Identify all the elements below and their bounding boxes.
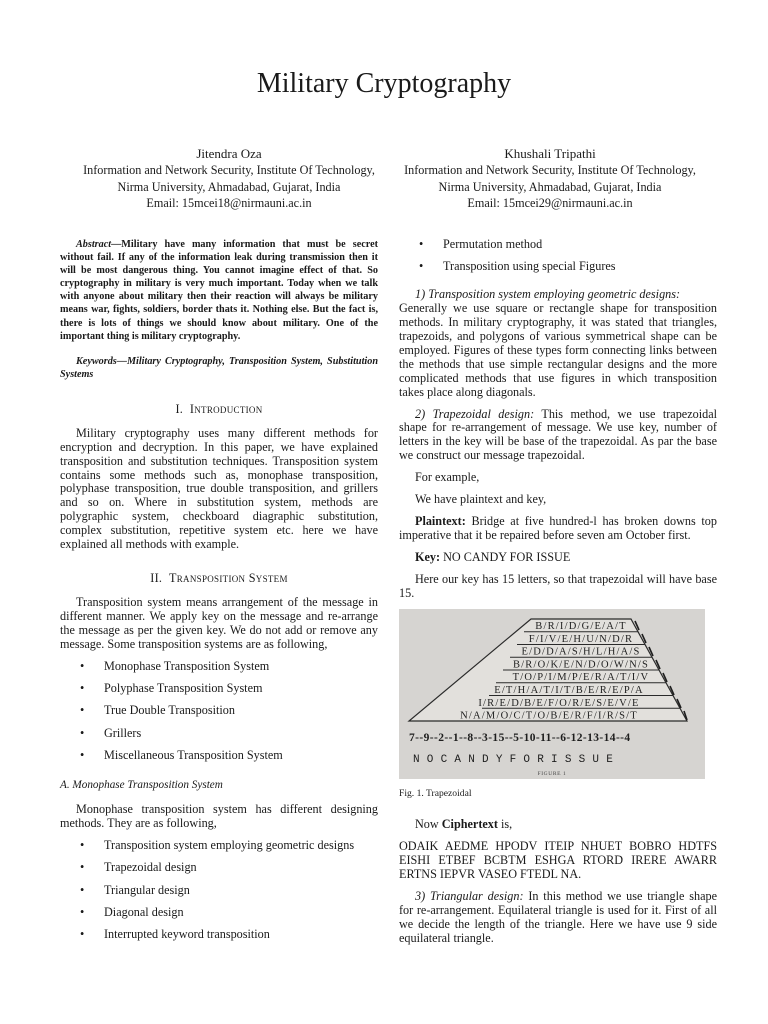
list-item-text: Permutation method: [443, 237, 543, 251]
list-item: • Triangular design: [80, 882, 190, 897]
ciphertext-intro-suffix: is,: [497, 817, 513, 832]
abstract-text: —Military have many information that must be secret without fail. If any of the information leak during transmission then it will be most dangerous thing. You cannot imagine effect of that. So cryptography in military is very much important. Today when we talk with anyone about military then their reaction will always be military means war, fights, soldiers, border thats it. Nothing else. But the fact is, there is lots of things we should know about military. One of the important thing is military cryptography.: [60, 239, 378, 342]
author-affiliation: Nirma University, Ahmadabad, Gujarat, India: [117, 179, 341, 194]
ciphertext-intro: [399, 818, 717, 832]
ciphertext-value: ODAIK AEDME HPODV ITEIP NHUET BOBRO HDTFS EISHI ETBEF BCBTM ESHGA RTORD IRERE AWARR ERTNS IEPVR VASEO FTEDL NA.: [399, 839, 717, 882]
abstract: [60, 238, 378, 343]
list-item-text: Grillers: [104, 725, 142, 740]
triangular-paragraph: [399, 890, 717, 946]
list-item: • Diagonal design: [80, 905, 184, 919]
trapezoid-row-1: B/R/I/D/G/E/A/T: [535, 620, 627, 632]
monophase-paragraph: Monophase transposition system has different designing methods. They are as following,: [60, 801, 378, 830]
list-item-text: Transposition system employing geometric designs: [104, 837, 355, 852]
geometric-heading: 1) Transposition system employing geometric designs:: [415, 287, 681, 302]
list-item: • Monophase Transposition System: [80, 658, 270, 673]
list-item: • Grillers: [80, 725, 142, 740]
list-item-text: Polyphase Transposition System: [104, 680, 263, 695]
section-title: Transposition System: [169, 571, 288, 585]
monophase-list: [60, 839, 378, 943]
author-affiliation: Nirma University, Ahmadabad, Gujarat, India: [438, 179, 662, 194]
keywords-lead: Keywords: [76, 355, 117, 367]
ciphertext-label: Ciphertext: [441, 817, 498, 832]
trapezoidal-paragraph: [399, 408, 717, 464]
we-have-text: We have plaintext and key,: [415, 492, 547, 507]
list-item-text: True Double Transposition: [104, 703, 235, 718]
author-affiliation: Information and Network Security, Institute Of Technology,: [404, 163, 696, 178]
list-item-text: Diagonal design: [104, 905, 184, 919]
right-column: [399, 238, 717, 954]
list-item-text: Triangular design: [104, 882, 190, 897]
author-block-2: [392, 146, 708, 212]
subsection-heading-monophase: A. Monophase Transposition System: [60, 779, 223, 792]
keywords: [60, 355, 378, 381]
list-item: • Polyphase Transposition System: [80, 680, 263, 695]
trapezoid-row-5: T/O/P/I/M/P/E/R/A/T/I/V: [512, 671, 650, 683]
figure-caption: Fig. 1. Trapezoidal: [399, 787, 472, 799]
trapezoid-row-7: I/R/E/D/B/E/F/O/R/E/S/E/V/E: [478, 697, 640, 709]
author-name: Jitendra Oza: [196, 146, 262, 161]
section-number: I.: [175, 401, 184, 416]
list-item: • Permutation method: [419, 237, 543, 251]
list-item-text: Monophase Transposition System: [104, 658, 270, 673]
list-item-text: Interrupted keyword transposition: [104, 927, 270, 942]
keywords-text: —Military Cryptography, Transposition System, Substitution Systems: [60, 355, 378, 380]
trapezoidal-text: This method, we use trapezoidal shape for re-arrangement of message. We use key, number of letters in the key will be base of the trapezoidal. As par the base we construct our message trapezoidal.: [399, 406, 717, 463]
special-methods-list: [399, 238, 717, 274]
key-order-numbers: 7--9--2--1--8--3-15--5-10-11--6-12-13-14--4: [409, 731, 631, 744]
triangular-heading: 3) Triangular design:: [415, 889, 524, 904]
trapezoid-row-2: F/I/V/E/H/U/N/D/R: [528, 633, 634, 645]
author-block-1: [70, 146, 388, 212]
trapezoid-diagram: [399, 609, 705, 779]
plaintext-value: Bridge at five hundred-l has broken downs top imperative that it be repaired before seven am October first.: [399, 514, 717, 542]
trapezoidal-figure: [399, 609, 705, 779]
trapezoid-row-3: E/D/D/A/S/H/L/H/A/S: [521, 646, 641, 658]
left-column: [60, 238, 378, 952]
trapezoid-row-4: B/R/O/K/E/N/D/O/W/N/S: [512, 658, 650, 670]
key-label: Key:: [415, 549, 441, 564]
list-item: • Miscellaneous Transposition System: [80, 748, 283, 763]
author-name: Khushali Tripathi: [504, 146, 596, 161]
section-number: II.: [150, 571, 163, 585]
key-paragraph: [399, 551, 717, 565]
section-title: Introduction: [189, 401, 263, 416]
section-heading-introduction: [60, 403, 378, 417]
ciphertext-intro-prefix: Now: [415, 817, 442, 832]
transposition-paragraph: Transposition system means arrangement of the message in different manner. We apply key on the message and re-arrange the message as per the given key. We do not add or remove any message. Some transposition systems are as following,: [60, 594, 378, 651]
list-item: • True Double Transposition: [80, 703, 235, 718]
plaintext-paragraph: [399, 515, 717, 543]
list-item-text: Miscellaneous Transposition System: [104, 748, 283, 763]
trapezoidal-heading: 2) Trapezoidal design:: [415, 406, 535, 421]
introduction-paragraph: Military cryptography uses many different methods for encryption and decryption. In this paper, we have explained transposition and substitution techniques. Transposition system contains some methods such as, monophase transposition, polyphase transposition, true double transposition, and grillers and so on. Where in substitution system, methods are polygraphic system, checkboard diagraphic substitution, complex substitution, repetitive system etc. here we have explained all methods with example.: [60, 425, 378, 552]
key-value: NO CANDY FOR ISSUE: [440, 549, 571, 564]
list-item-text: Trapezoidal design: [104, 860, 197, 875]
list-item: • Interrupted keyword transposition: [80, 927, 270, 942]
triangular-text: In this method we use triangle shape for re-arrangement. Equilateral triangle is used for it. First of all we decide the length of the triangle. Here we have use 9 side equilateral triangle.: [399, 889, 717, 945]
section-heading-transposition: [60, 572, 378, 586]
plaintext-label: Plaintext:: [415, 514, 466, 528]
author-email: Email: 15mcei18@nirmauni.ac.in: [146, 196, 312, 211]
list-item: • Transposition system employing geometric designs: [80, 837, 355, 852]
transposition-list: [60, 660, 378, 764]
trapezoid-row-8: N/A/M/O/C/T/O/B/E/R/F/I/R/S/T: [460, 710, 638, 722]
abstract-lead: Abstract: [76, 239, 112, 250]
author-email: Email: 15mcei29@nirmauni.ac.in: [467, 196, 633, 211]
list-item-text: Transposition using special Figures: [443, 259, 616, 274]
list-item: • Transposition using special Figures: [419, 259, 616, 274]
for-example-text: For example,: [415, 470, 480, 485]
geometric-paragraph: Generally we use square or rectangle shape for transposition methods. In military cryptography, it was stated that triangles, trapezoids, and polygons of various symmetrical shape can be employed. Figures of these types form connecting links between the methods that use simple rectangular designs and the more complicated methods that use figures in which transposition takes place along diagonals.: [399, 301, 717, 399]
figure-inner-label: FIGURE 1: [537, 770, 567, 777]
trapezoid-row-6: E/T/H/A/T/I/T/B/E/R/E/P/A: [494, 684, 644, 696]
author-affiliation: Information and Network Security, Institute Of Technology,: [83, 163, 375, 178]
list-item: • Trapezoidal design: [80, 860, 197, 875]
key-note: Here our key has 15 letters, so that trapezoidal will have base 15.: [399, 571, 717, 600]
key-letters-line: N O C A N D Y F O R I S S U E: [413, 753, 614, 766]
paper-title: Military Cryptography: [256, 68, 512, 99]
